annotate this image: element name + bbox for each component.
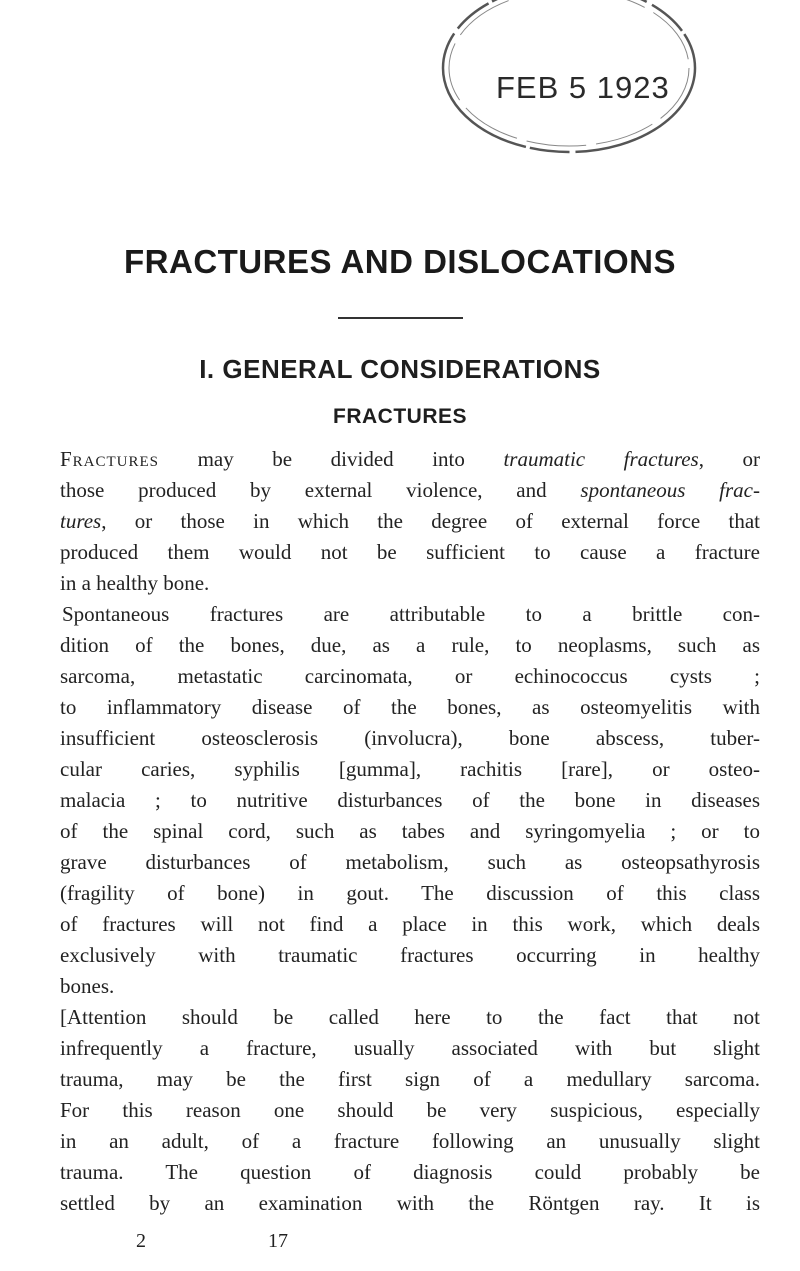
- text-line: exclusively with traumatic fractures occurring in healthy: [60, 943, 760, 967]
- section-heading: I. GENERAL CONSIDERATIONS: [199, 354, 601, 384]
- text-line: cular caries, syphilis [gumma], rachitis [rare], or osteo-: [60, 757, 760, 781]
- page-footer: [0, 1230, 800, 1260]
- text-line: (fragility of bone) in gout. The discussion of this class: [60, 881, 760, 905]
- stamp-date: FEB 5 1923: [496, 70, 670, 105]
- text-line: grave disturbances of metabolism, such as osteopsathyrosis: [60, 850, 760, 874]
- text-line: tures, or those in which the degree of external force that: [60, 509, 760, 533]
- text-line: produced them would not be sufficient to cause a fracture: [60, 540, 760, 564]
- text-line: sarcoma, metastatic carcinomata, or echinococcus cysts ;: [60, 664, 760, 688]
- text-line: settled by an examination with the Röntgen ray. It is: [60, 1191, 760, 1215]
- text-line: malacia ; to nutritive disturbances of the bone in diseases: [60, 788, 760, 812]
- text-line: bones.: [60, 974, 115, 998]
- text-line: Fractures may be divided into traumatic fractures, or: [60, 447, 760, 471]
- sub-heading: FRACTURES: [333, 405, 467, 428]
- page-title: FRACTURES AND DISLOCATIONS: [124, 243, 676, 280]
- page-number: 17: [268, 1230, 288, 1252]
- text-line: insufficient osteosclerosis (involucra), bone abscess, tuber-: [60, 726, 760, 750]
- text-line: dition of the bones, due, as a rule, to neoplasms, such as: [60, 633, 760, 657]
- text-line: trauma, may be the first sign of a medullary sarcoma.: [60, 1067, 760, 1091]
- title-divider: [338, 317, 463, 319]
- text-line: Spontaneous fractures are attributable to a brittle con-: [62, 602, 760, 626]
- text-line: of the spinal cord, such as tabes and syringomyelia ; or to: [60, 819, 760, 843]
- text-line: in a healthy bone.: [60, 571, 210, 595]
- body-text: [60, 444, 760, 1219]
- signature-mark: 2: [136, 1230, 146, 1252]
- text-line: of fractures will not find a place in this work, which deals: [60, 912, 760, 936]
- text-line: For this reason one should be very suspicious, especially: [60, 1098, 760, 1122]
- text-line: trauma. The question of diagnosis could probably be: [60, 1160, 760, 1184]
- text-line: in an adult, of a fracture following an unusually slight: [60, 1129, 760, 1153]
- text-line: [Attention should be called here to the fact that not: [60, 1005, 760, 1029]
- text-line: infrequently a fracture, usually associated with but slight: [60, 1036, 760, 1060]
- text-line: to inflammatory disease of the bones, as osteomyelitis with: [60, 695, 760, 719]
- text-line: those produced by external violence, and spontaneous frac-: [60, 478, 760, 502]
